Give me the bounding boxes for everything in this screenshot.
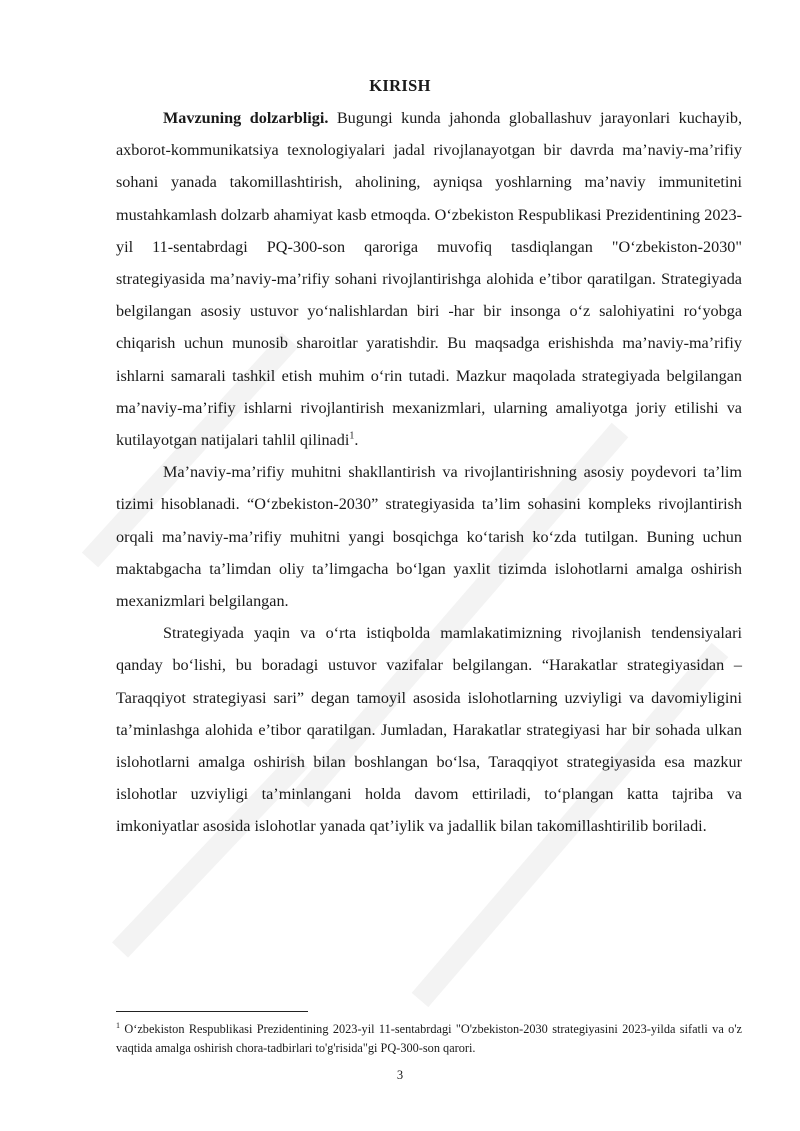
- footnote-reference[interactable]: 1: [349, 430, 355, 442]
- sentence-end: .: [354, 431, 359, 450]
- footnote-marker: 1: [116, 1020, 120, 1030]
- section-title: KIRISH: [369, 76, 431, 95]
- relevance-heading: Mavzuning dolzarbligi.: [163, 109, 329, 127]
- page-number: 3: [396, 1068, 404, 1082]
- footnote-text: O‘zbekiston Respublikasi Prezidentining 2023-yil 11-sentabrdagi "O'zbekiston-2030 strategiyasini 2023-yilda sifatli va o'z vaqtida amalga oshirish chora-tadbirlari to'g'risida"gi PQ-300-son qarori.: [116, 1022, 742, 1055]
- paragraph-relevance: [116, 102, 742, 456]
- paragraph-strategy: Strategiyada yaqin va o‘rta istiqbolda mamlakatimizning rivojlanish tendensiyalari qanday bo‘lishi, bu boradagi ustuvor vazifalar belgilangan. “Harakatlar strategiyasidan – Taraqqiyot strategiyasi sari” degan tamoyil asosida islohotlarning uzviyligi va davomiyligini ta’minlashga alohida e’tibor qaratilgan. Jumladan, Harakatlar strategiyasi har bir sohada ulkan islohotlarni amalga oshirish bilan boshlangan bo‘lsa, Taraqqiyot strategiyasida esa mazkur islohotlar uzviyligi ta’minlangani holda davom ettiriladi, to‘plangan katta tajriba va imkoniyatlar asosida islohotlar yanada qat’iylik va jadallik bilan takomillashtirilib boriladi.: [116, 624, 742, 836]
- footnote-separator: [116, 1011, 308, 1012]
- footnote: [116, 1020, 742, 1058]
- paragraph-education: Ma’naviy-ma’rifiy muhitni shakllantirish va rivojlantirishning asosiy poydevori ta’lim tizimi hisoblanadi. “O‘zbekiston-2030” strategiyasida ta’lim sohasini kompleks rivojlantirish orqali ma’naviy-ma’rifiy muhitni yangi bosqichga ko‘tarish ko‘zda tutilgan. Buning uchun maktabgacha ta’limdan oliy ta’limgacha bo‘lgan yaxlit tizimda islohotlarni amalga oshirish mexanizmlari belgilangan.: [116, 463, 742, 611]
- relevance-text: Bugungi kunda jahonda globallashuv jarayonlari kuchayib, axborot-kommunikatsiya texnologiyalari jadal rivojlanayotgan bir davrda ma’naviy-ma’rifiy sohani yanada takomillashtirish, aholining, ayniqsa yoshlarning ma’naviy immunitetini mustahkamlash dolzarb ahamiyat kasb etmoqda. O‘zbekiston Respublikasi Prezidentining 2023-yil 11-sentabrdagi PQ-300-son qaroriga muvofiq tasdiqlangan "O‘zbekiston-2030" strategiyasida ma’naviy-ma’rifiy sohani rivojlantirishga alohida e’tibor qaratilgan. Strategiyada belgilangan asosiy ustuvor yo‘nalishlardan biri -har bir insonga o‘z salohiyatini ro‘yobga chiqarish uchun munosib sharoitlar yaratishdir. Bu maqsadga erishishda ma’naviy-ma’rifiy ishlarni samarali tashkil etish muhim o‘rin tutadi. Mazkur maqolada strategiyada belgilangan ma’naviy-ma’rifiy ishlarni rivojlantirish mexanizmlari, ularning amaliyotga joriy etilishi va kutilayotgan natijalari tahlil qilinadi: [116, 109, 743, 450]
- body-text: [116, 102, 742, 843]
